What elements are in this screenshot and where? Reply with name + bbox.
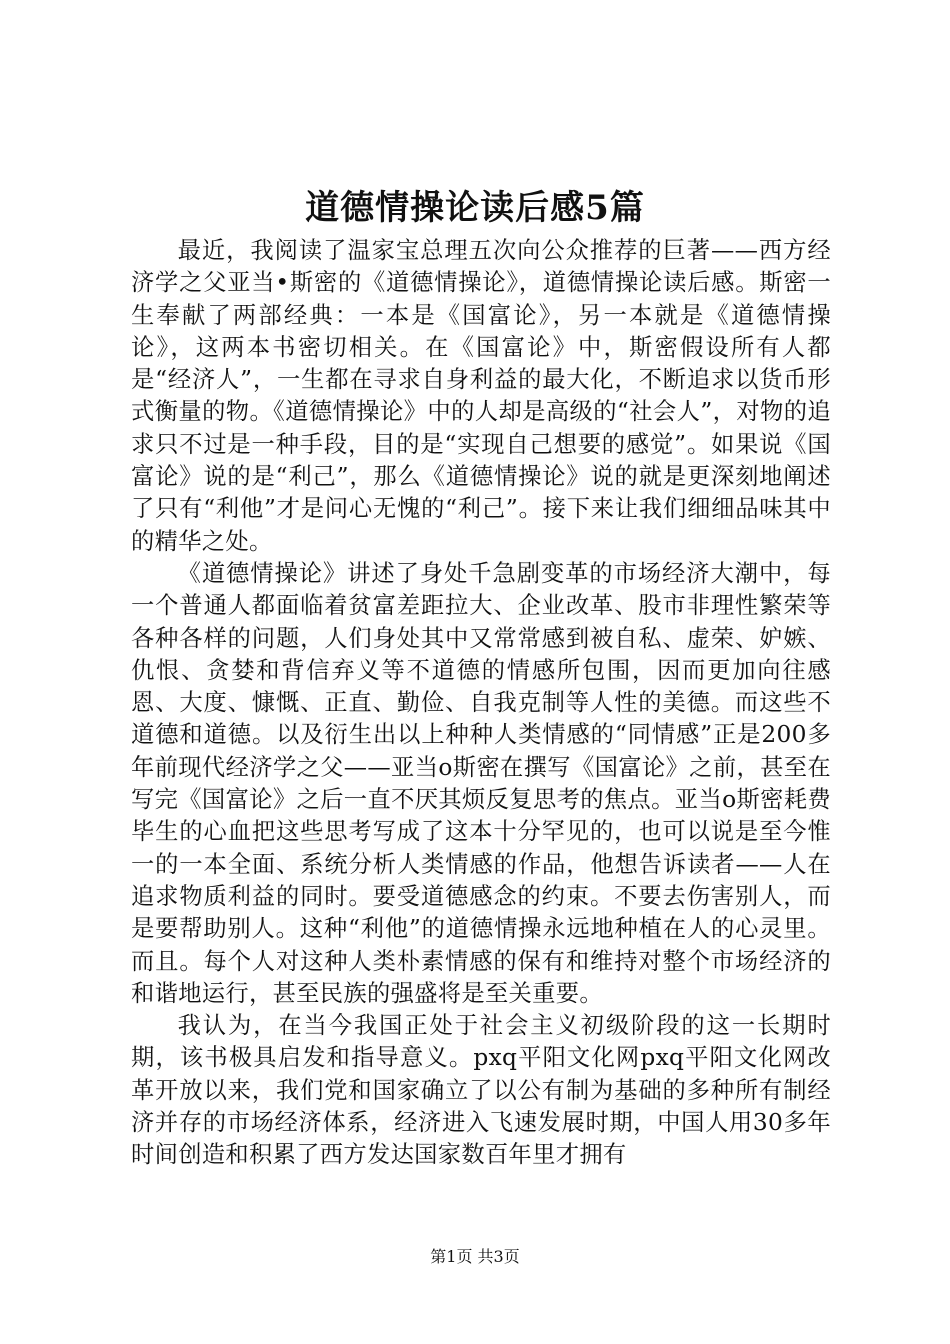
document-title: 道德情操论读后感5篇	[305, 188, 645, 228]
page-number-footer: 第1页 共3页	[430, 1247, 520, 1266]
paragraph-3: 我认为，在当今我国正处于社会主义初级阶段的这一长期时期，该书极具启发和指导意义。pxq平阳文化网pxq平阳文化网改革开放以来，我们党和国家确立了以公有制为基础的多种所有制经济并存的市场经济体系，经济进入飞速发展时期，中国人用30多年时间创造和积累了西方发达国家数百年里才拥有	[131, 1012, 831, 1169]
document-body	[131, 235, 831, 1172]
paragraph-1: 最近，我阅读了温家宝总理五次向公众推荐的巨著——西方经济学之父亚当•斯密的《道德情操论》，道德情操论读后感。斯密一生奉献了两部经典：一本是《国富论》，另一本就是《道德情操论》，这两本书密切相关。在《国富论》中，斯密假设所有人都是“经济人”，一生都在寻求自身利益的最大化，不断追求以货币形式衡量的物。《道德情操论》中的人却是高级的“社会人”，对物的追求只不过是一种手段，目的是“实现自己想要的感觉”。如果说《国富论》说的是“利己”，那么《道德情操论》说的就是更深刻地阐述了只有“利他”才是问心无愧的“利己”。接下来让我们细细品味其中的精华之处。	[131, 237, 831, 555]
paragraph-2: 《道德情操论》讲述了身处千急剧变革的市场经济大潮中，每一个普通人都面临着贫富差距拉大、企业改革、股市非理性繁荣等各种各样的问题，人们身处其中又常常感到被自私、虚荣、妒嫉、仇恨、贪婪和背信弃义等不道德的情感所包围，因而更加向往感恩、大度、慷慨、正直、勤俭、自我克制等人性的美德。而这些不道德和道德。以及衍生出以上种种人类情感的“同情感”正是200多年前现代经济学之父——亚当o斯密在撰写《国富论》之前，甚至在写完《国富论》之后一直不厌其烦反复思考的焦点。亚当o斯密耗费毕生的心血把这些思考写成了这本十分罕见的，也可以说是至今惟一的一本全面、系统分析人类情感的作品，他想告诉读者——人在追求物质利益的同时。要受道德感念的约束。不要去伤害别人，而是要帮助别人。这种“利他”的道德情操永远地种植在人的心灵里。而且。每个人对这种人类朴素情感的保有和维持对整个市场经济的和谐地运行，甚至民族的强盛将是至关重要。	[131, 559, 831, 1007]
